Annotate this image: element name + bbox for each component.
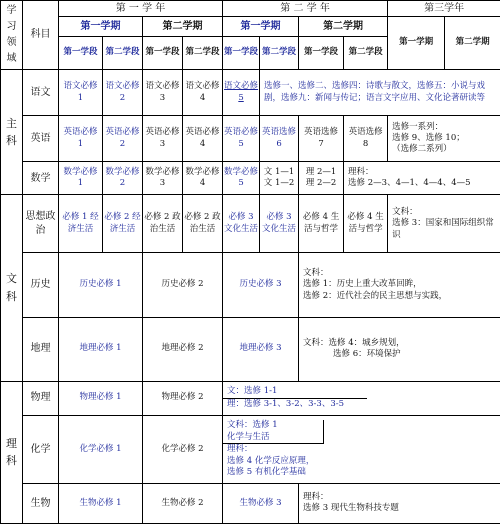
- header-y2-term1: 第一学期: [223, 17, 299, 37]
- course-line: 文 1—2: [263, 178, 295, 189]
- course-cell: 历史必修 1: [59, 253, 143, 317]
- subject-biology: 生物: [23, 483, 59, 523]
- chinese-elective: 选修一、选修二、选修四：诗歌与散文，选修五：小说与戏剧，选修九：新闻与传记；语言文字应用、文化论著研读等: [260, 70, 500, 116]
- header-y3-term2: 第二学期: [445, 17, 500, 70]
- course-cell: 必修 2 政治生活: [143, 195, 183, 253]
- course-cell: 英语选修 7: [299, 116, 344, 162]
- course-line: 理 2—2: [305, 178, 337, 189]
- course-cell: 地理必修 2: [143, 317, 223, 381]
- course-cell: 必修 4 生活与哲学: [299, 195, 344, 253]
- header-subject: 科目: [23, 1, 59, 70]
- course-cell: 必修 3 文化生活: [260, 195, 299, 253]
- course-cell: 英语选修 8: [344, 116, 388, 162]
- header-year-2: 第 二 学 年: [223, 1, 388, 17]
- elective-line: 理科：: [303, 491, 329, 502]
- elective-line: 选修 2—3、4—1、4—4、4—5: [348, 178, 471, 189]
- biology-elective: [299, 483, 500, 523]
- elective-line: 文：选修 1-1: [223, 386, 367, 398]
- course-cell: 英语必修 5: [223, 116, 260, 162]
- course-cell: 生物必修 3: [223, 483, 299, 523]
- elective-line: 理科：: [227, 444, 253, 455]
- course-line: 理 2—1: [305, 166, 337, 177]
- elective-line: 理科：: [348, 166, 374, 177]
- header-segment: 第二学段: [344, 37, 388, 70]
- english-elective: [388, 116, 500, 162]
- elective-block: [223, 444, 500, 478]
- elective-line: 选修 4 化学反应原理，: [227, 455, 315, 466]
- course-cell: 物理必修 2: [143, 381, 223, 415]
- course-cell: 生物必修 1: [59, 483, 143, 523]
- header-y1-term2: 第二学期: [143, 17, 223, 37]
- subject-physics: 物理: [23, 381, 59, 415]
- math-elective: [344, 162, 500, 195]
- elective-line: 选修 1：历史上重大改革回眸，: [303, 279, 422, 290]
- header-segment: 第一学段: [59, 37, 103, 70]
- course-cell: 物理必修 1: [59, 381, 143, 415]
- geography-elective: [299, 317, 500, 381]
- course-cell: 地理必修 3: [223, 317, 299, 381]
- course-cell: 数学必修 4: [183, 162, 223, 195]
- elective-line: 选修一系列：: [392, 121, 444, 132]
- course-cell: 语文必修 3: [143, 70, 183, 116]
- course-cell: 化学必修 2: [143, 415, 223, 483]
- course-cell: 必修 4 生活与哲学: [344, 195, 388, 253]
- header-segment: 第二学段: [183, 37, 223, 70]
- politics-elective: [388, 195, 500, 253]
- elective-line: 理：选修 3-1、3-2、3-3、3-5: [227, 398, 345, 409]
- course-cell: 英语选修 6: [260, 116, 299, 162]
- header-learning-area: 学习领域: [1, 1, 23, 70]
- header-segment: 第一学段: [143, 37, 183, 70]
- elective-line: 选修 3 现代生物科技专题: [303, 503, 399, 514]
- area-science: 理科: [1, 381, 23, 523]
- course-cell: 语文必修 1: [59, 70, 103, 116]
- physics-elective: [223, 381, 500, 415]
- elective-line: 化学与生活: [227, 431, 270, 442]
- elective-line: 文科：: [303, 267, 329, 278]
- course-cell: 语文必修 2: [103, 70, 143, 116]
- area-humanities: 文科: [1, 195, 23, 381]
- elective-line: 选修 6：环境保护: [333, 349, 401, 360]
- subject-chinese: 语文: [23, 70, 59, 116]
- chemistry-elective: [223, 415, 500, 483]
- area-main: 主科: [1, 70, 23, 195]
- course-cell: 数学必修 1: [59, 162, 103, 195]
- course-cell: [299, 162, 344, 195]
- course-cell: [260, 162, 299, 195]
- elective-block: [223, 420, 324, 444]
- subject-chemistry: 化学: [23, 415, 59, 483]
- subject-english: 英语: [23, 116, 59, 162]
- elective-line: 文科：选修 1: [227, 420, 278, 431]
- subject-geography: 地理: [23, 317, 59, 381]
- course-cell: 化学必修 1: [59, 415, 143, 483]
- course-cell: 必修 1 经济生活: [59, 195, 103, 253]
- course-cell: 英语必修 4: [183, 116, 223, 162]
- header-y3-term1: 第一学期: [388, 17, 445, 70]
- course-cell: 英语必修 3: [143, 116, 183, 162]
- header-y1-term1: 第一学期: [59, 17, 143, 37]
- course-cell: 数学必修 5: [223, 162, 260, 195]
- course-cell: 数学必修 3: [143, 162, 183, 195]
- history-elective: [299, 253, 500, 317]
- subject-politics: 思想政治: [23, 195, 59, 253]
- header-segment: 第一学段: [223, 37, 260, 70]
- header-segment: 第一学段: [299, 37, 344, 70]
- elective-line: 文科：选修 4：城乡规划，: [303, 337, 405, 348]
- header-segment: 第二学段: [103, 37, 143, 70]
- subject-math: 数学: [23, 162, 59, 195]
- course-cell: 必修 3 文化生活: [223, 195, 260, 253]
- elective-line: 选修 2：近代社会的民主思想与实践，: [303, 290, 448, 301]
- course-cell: 地理必修 1: [59, 317, 143, 381]
- header-year-1: 第 一 学 年: [59, 1, 223, 17]
- elective-line: 文科：: [392, 206, 418, 217]
- course-cell: 必修 2 经济生活: [103, 195, 143, 253]
- subject-history: 历史: [23, 253, 59, 317]
- header-year-3: 第三学年: [388, 1, 500, 17]
- course-cell: 语文必修 4: [183, 70, 223, 116]
- header-segment: 第二学段: [260, 37, 299, 70]
- elective-line: 选修 5 有机化学基础: [227, 466, 306, 477]
- course-cell: 语文必修 5: [223, 70, 260, 116]
- course-cell: 历史必修 3: [223, 253, 299, 317]
- header-y2-term2: 第二学期: [299, 17, 388, 37]
- elective-line: 选修 3：国家和国际组织常识: [392, 218, 494, 240]
- course-cell: 英语必修 1: [59, 116, 103, 162]
- course-line: 文 1—1: [263, 166, 295, 177]
- course-cell: 历史必修 2: [143, 253, 223, 317]
- course-cell: 生物必修 2: [143, 483, 223, 523]
- course-cell: 必修 2 政治生活: [183, 195, 223, 253]
- course-cell: 数学必修 2: [103, 162, 143, 195]
- elective-line: （选修二系列）: [392, 144, 452, 155]
- elective-line: 选修 9、选修 10；: [392, 132, 465, 143]
- course-cell: 英语必修 2: [103, 116, 143, 162]
